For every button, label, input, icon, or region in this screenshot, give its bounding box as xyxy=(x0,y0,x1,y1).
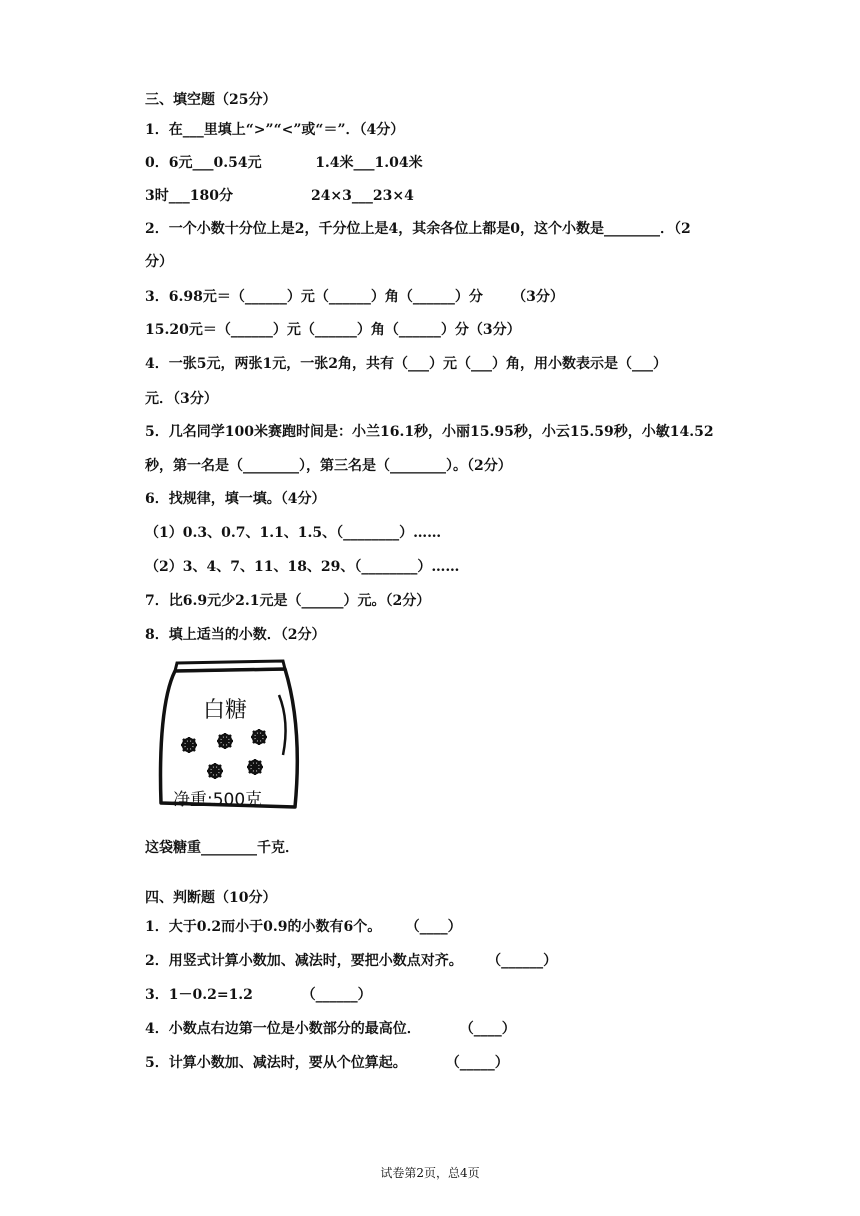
q8-answer-line: 这袋糖重________千克． xyxy=(145,840,299,856)
q4-cont: 元．（3分） xyxy=(145,391,218,407)
q4-line: 4．一张5元，两张1元，一张2角，共有（___）元（___）角，用小数表示是（___） xyxy=(145,356,667,372)
page-footer: 试卷第2页，总4页 xyxy=(380,1166,480,1180)
judge-1: 1．大于0.2而小于0.9的小数有6个。 （____） xyxy=(145,919,462,935)
q2-cont: 分） xyxy=(145,254,173,270)
q3-line2: 15.20元＝（______）元（______）角（______）分（3分） xyxy=(145,322,521,338)
judge-2: 2．用竖式计算小数加、减法时，要把小数点对齐。 （______） xyxy=(145,953,558,969)
q6-sub1: （1）0.3、0.7、1.1、1.5、（________）…… xyxy=(145,525,442,541)
q5-line: 5．几名同学100米赛跑时间是：小兰16.1秒，小丽15.95秒，小云15.59秒，小敏14.52 xyxy=(145,424,714,440)
judge-3: 3．1－0.2=1.2 （______） xyxy=(145,987,372,1003)
sugar-label: 白糖 xyxy=(203,698,248,723)
q7-line: 7．比6.9元少2.1元是（______）元。（2分） xyxy=(145,593,431,609)
q6-sub2: （2）3、4、7、11、18、29、（________）…… xyxy=(145,559,460,575)
sugar-bag-icon xyxy=(155,655,305,815)
judge-4: 4．小数点右边第一位是小数部分的最高位． （____） xyxy=(145,1021,516,1037)
q5-cont: 秒，第一名是（________），第三名是（________）。（2分） xyxy=(145,458,512,474)
section4-title: 四、判断题（10分） xyxy=(145,890,277,906)
section3-title: 三、填空题（25分） xyxy=(145,92,277,108)
judge-5: 5．计算小数加、减法时，要从个位算起。 （_____） xyxy=(145,1055,509,1071)
q1-row1: 0．6元___0.54元 1.4米___1.04米 xyxy=(145,155,423,171)
sugar-weight-label: 净重:500克 xyxy=(173,790,263,810)
q1-line: 1．在___里填上“>”“<”或“＝”．（4分） xyxy=(145,122,405,138)
q2-line: 2．一个小数十分位上是2，千分位上是4，其余各位上都是0，这个小数是________．（2 xyxy=(145,221,691,237)
sugar-bag-figure xyxy=(155,655,305,815)
q1-row2: 3时___180分 24×3___23×4 xyxy=(145,188,414,204)
q8-line: 8．填上适当的小数．（2分） xyxy=(145,627,326,643)
q3-line1: 3．6.98元＝（______）元（______）角（______）分 （3分） xyxy=(145,289,564,305)
q6-line: 6．找规律，填一填。（4分） xyxy=(145,491,326,507)
